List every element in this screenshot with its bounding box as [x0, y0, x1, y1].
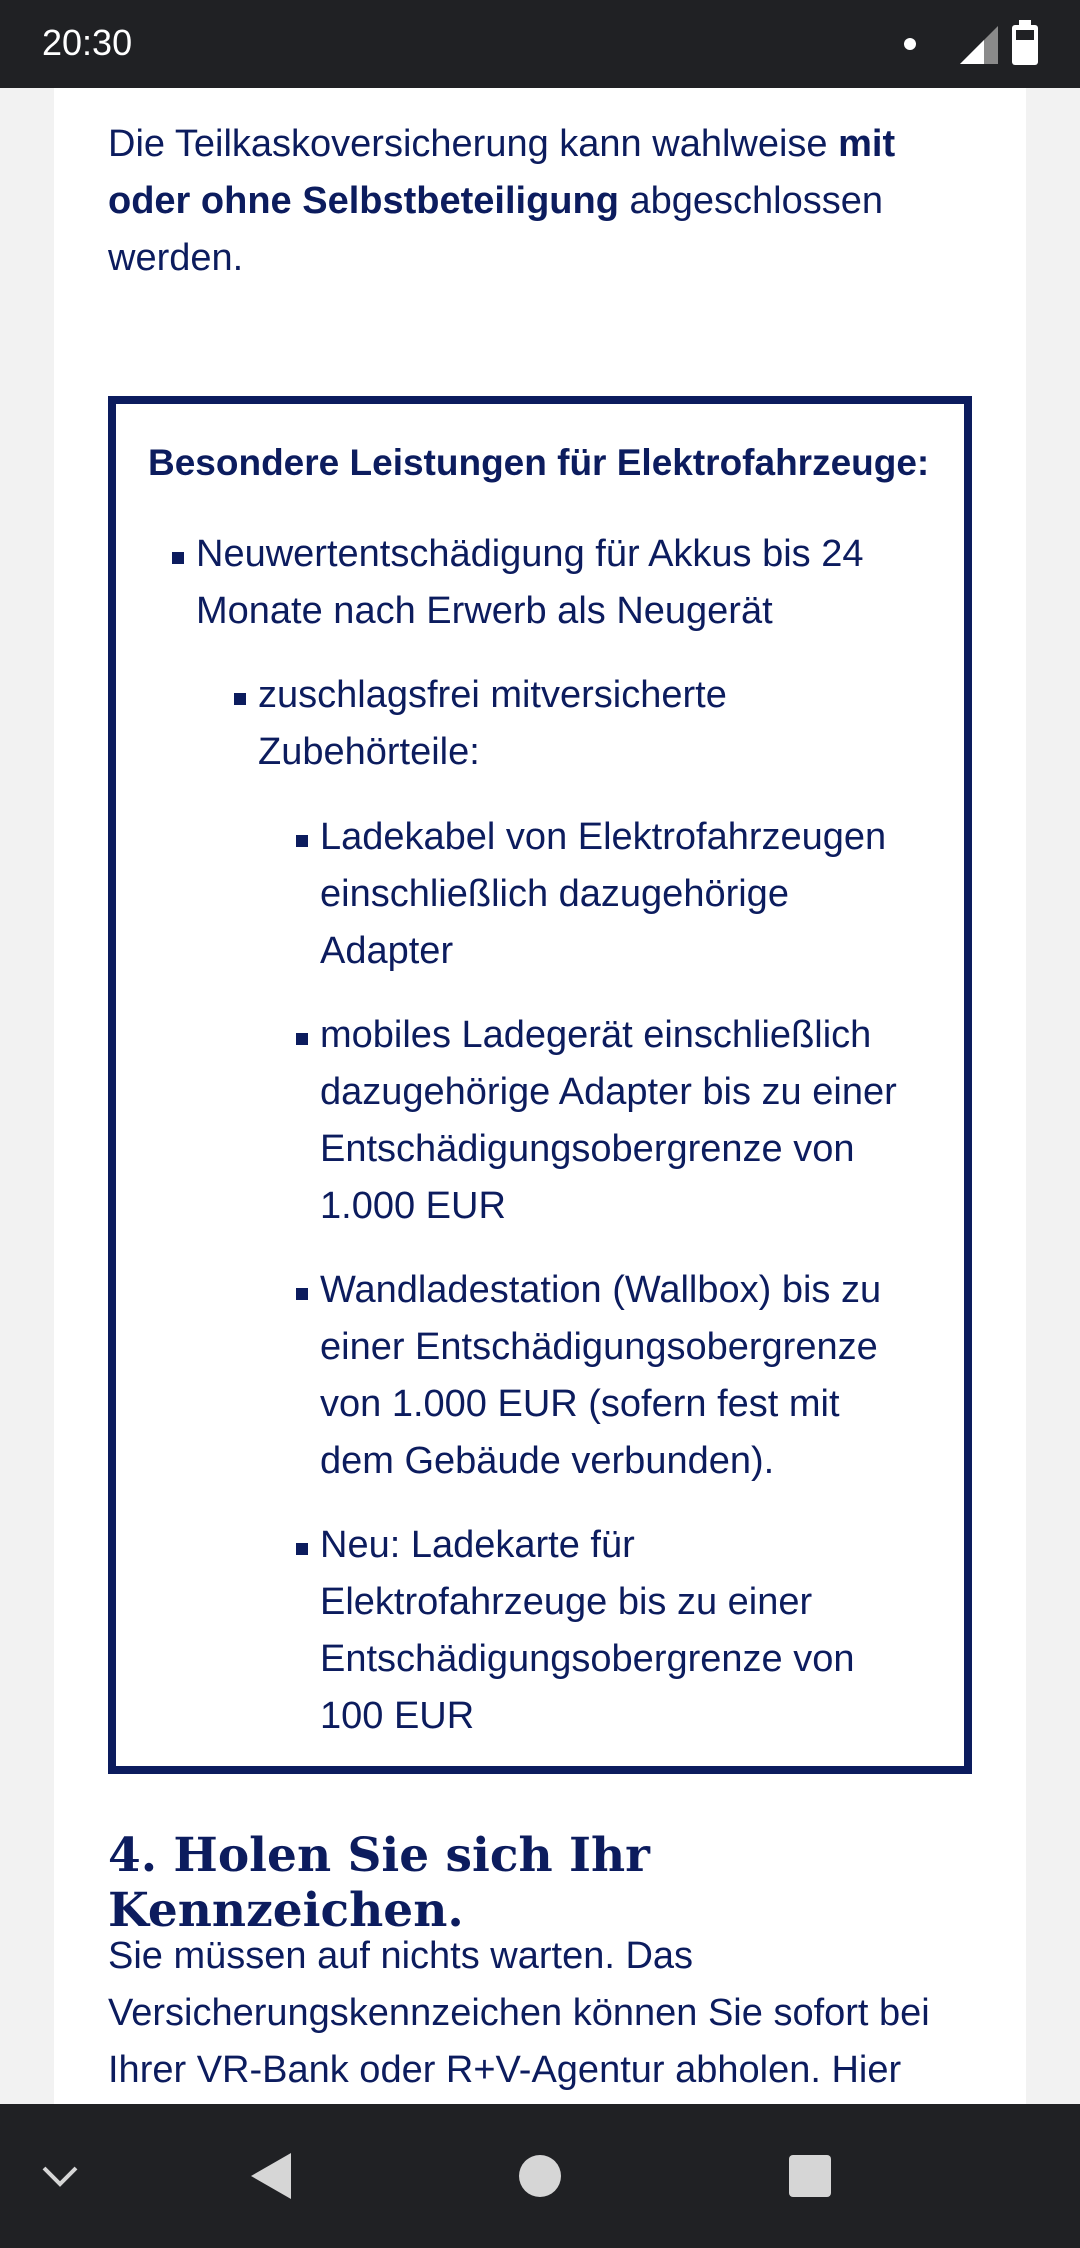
section-paragraph: Sie müssen auf nichts warten. Das Versicherungskennzeichen können Sie sofort bei Ihrer VR-Bank oder R+V-Agentur abholen. Hier — [108, 1935, 930, 2091]
bullet-icon — [296, 1288, 308, 1300]
back-button[interactable] — [230, 2104, 310, 2248]
list-item: Wandladestation (Wallbox) bis zu einer Entschädigungsobergrenze von 1.000 EUR (sofern fest mit dem Gebäude verbunden). — [320, 1269, 882, 1482]
page-content — [54, 88, 1026, 2104]
status-time: 20:30 — [42, 22, 133, 63]
list-item: Neu: Ladekarte für Elektrofahrzeuge bis zu einer Entschädigungsobergrenze von 100 EUR — [320, 1524, 855, 1737]
battery-icon — [1010, 20, 1040, 66]
benefits-title: Besondere Leistungen für Elektrofahrzeuge: — [148, 442, 930, 483]
back-icon — [245, 2149, 295, 2203]
bullet-icon — [296, 1033, 308, 1045]
status-bar — [0, 0, 1080, 88]
notification-dot-icon — [904, 38, 916, 50]
home-icon — [517, 2153, 563, 2199]
section-heading: 4. Holen Sie sich Ihr Kennzeichen. — [108, 1828, 650, 1938]
list-item: zuschlagsfrei mitversicherte Zubehörteile: — [258, 674, 727, 773]
list-item: Ladekabel von Elektrofahrzeugen einschließlich dazugehörige Adapter — [320, 816, 887, 972]
recents-icon — [787, 2153, 833, 2199]
intro-text-start: Die Teilkaskoversicherung kann wahlweise — [108, 123, 839, 165]
list-item: mobiles Ladegerät einschließlich dazugehörige Adapter bis zu einer Entschädigungsobergrenze von 1.000 EUR — [320, 1014, 897, 1227]
navigation-bar — [0, 2104, 1080, 2248]
list-item: Neuwertentschädigung für Akkus bis 24 Monate nach Erwerb als Neugerät — [196, 533, 864, 632]
intro-paragraph — [108, 116, 972, 287]
bullet-icon — [296, 1543, 308, 1555]
benefits-box — [108, 396, 972, 1774]
signal-icon — [958, 24, 1000, 66]
intro-text-end: abgeschlossen werden. — [108, 180, 883, 279]
chevron-down-button[interactable] — [20, 2104, 100, 2248]
recents-button[interactable] — [770, 2104, 850, 2248]
bullet-icon — [296, 835, 308, 847]
bullet-icon — [172, 552, 184, 564]
bullet-icon — [234, 693, 246, 705]
intro-text-bold: mit oder ohne Selbstbeteiligung — [108, 123, 896, 222]
chevron-down-icon — [38, 2154, 82, 2198]
home-button[interactable] — [500, 2104, 580, 2248]
